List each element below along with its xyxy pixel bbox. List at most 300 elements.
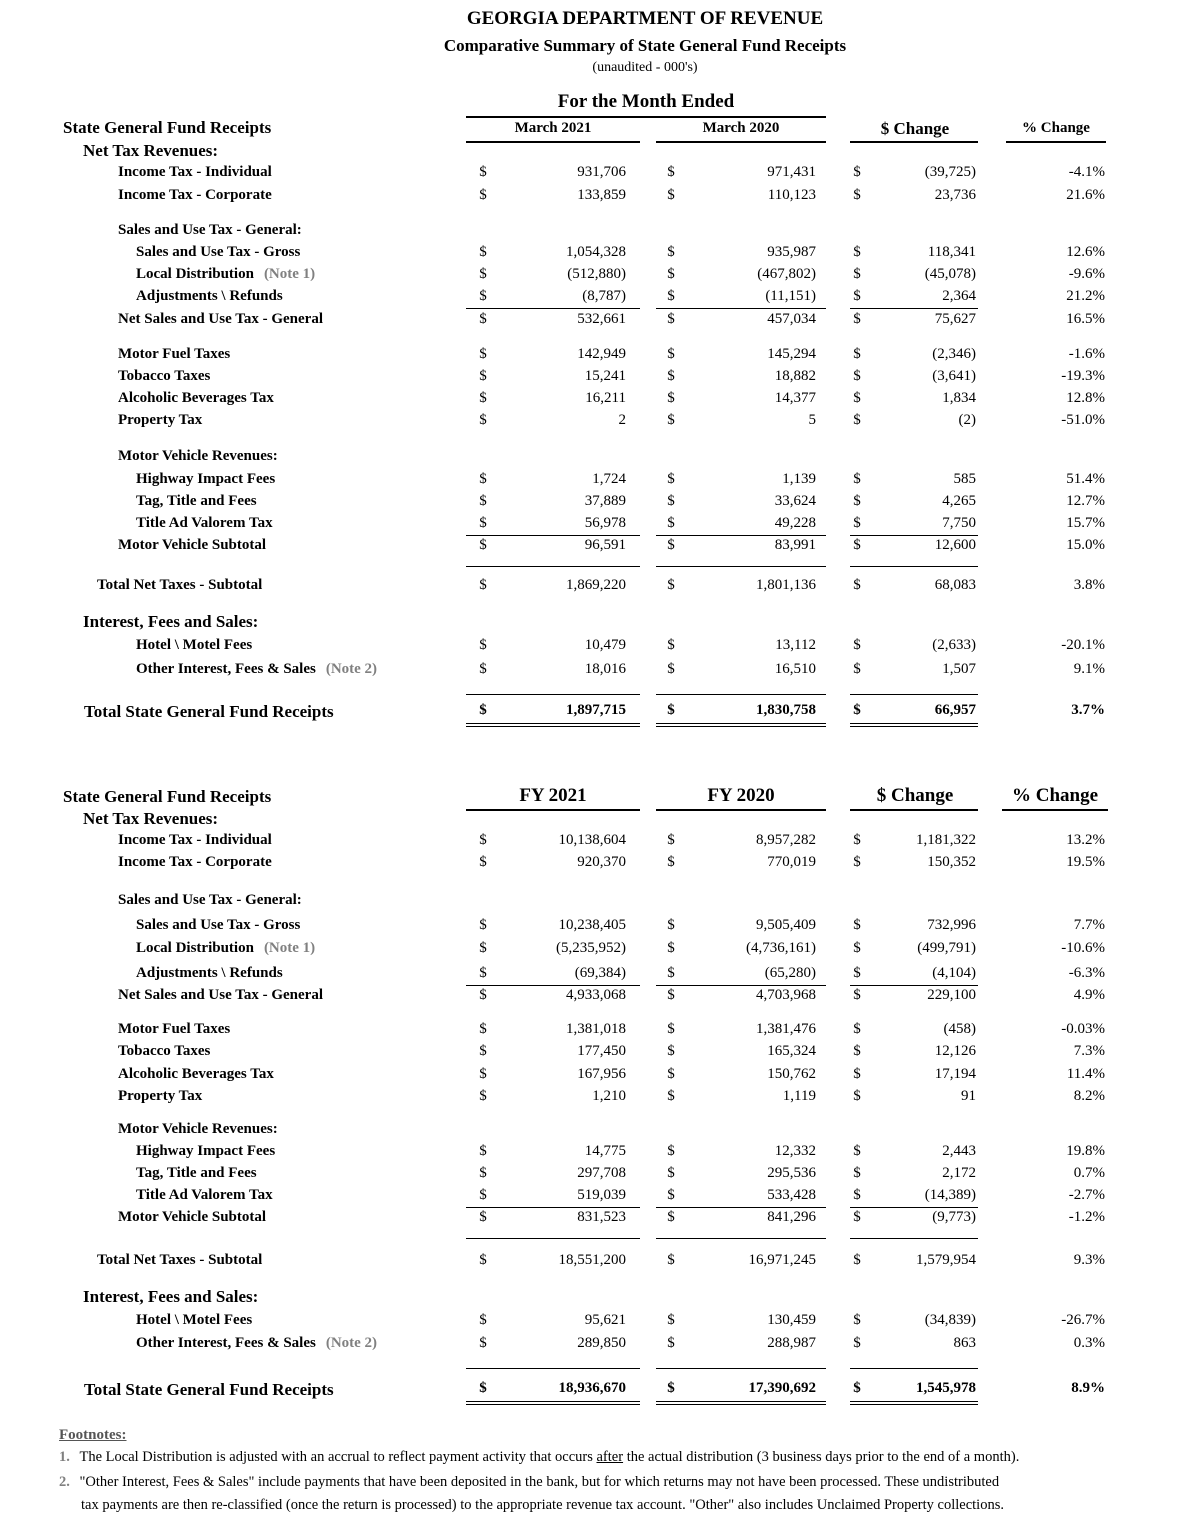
currency-symbol: $ [853,1143,861,1159]
row-label-text: Income Tax - Individual [118,832,272,848]
row-label-text: Interest, Fees and Sales: [83,1287,259,1306]
subtotal-rule [850,985,978,986]
row-label-text: Net Sales and Use Tax - General [118,311,324,327]
table-row [0,1209,1180,1229]
row-label [136,1143,275,1160]
dollar-change: 68,083 [934,577,976,593]
col-rule [850,141,978,143]
row-label-text: Interest, Fees and Sales: [83,612,259,631]
currency-symbol: $ [667,1252,675,1268]
row-label-text: Tobacco Taxes [118,1043,211,1059]
section-rule [656,1368,826,1369]
current-value: 167,956 [577,1066,626,1082]
row-label [83,612,258,632]
footnote-1-emphasis: after [596,1449,624,1465]
table-row [0,637,1180,657]
currency-symbol: $ [667,244,675,260]
row-label [136,266,315,283]
percent-change: -0.03% [1061,1021,1105,1037]
current-value: 920,370 [577,854,626,870]
currency-symbol: $ [479,1312,487,1328]
subtotal-rule [850,1207,978,1208]
total-double-rule [656,723,826,727]
prior-value: 1,139 [782,471,816,487]
currency-symbol: $ [479,368,487,384]
percent-change: 19.8% [1066,1143,1105,1159]
row-label [136,471,275,488]
currency-symbol: $ [853,471,861,487]
current-value: 142,949 [577,346,626,362]
currency-symbol: $ [667,702,675,718]
row-label-text: Property Tax [118,1088,203,1104]
dollar-change: 7,750 [942,515,976,531]
currency-symbol: $ [667,1043,675,1059]
section-rule [466,1238,640,1239]
row-label [118,311,323,328]
currency-symbol: $ [479,515,487,531]
currency-symbol: $ [667,832,675,848]
row-label [136,493,257,510]
current-value: 2 [618,412,626,428]
currency-symbol: $ [479,1252,487,1268]
dollar-change: (9,773) [932,1209,976,1225]
currency-symbol: $ [667,1143,675,1159]
row-label-text: Sales and Use Tax - General: [118,892,302,908]
currency-symbol: $ [667,965,675,981]
prior-value: 935,987 [767,244,816,260]
subtotal-rule [656,535,826,536]
current-value: 18,016 [584,661,626,677]
table-row [0,661,1180,681]
row-label [118,537,266,554]
currency-symbol: $ [479,987,487,1003]
currency-symbol: $ [667,1165,675,1181]
row-label-text: Sales and Use Tax - Gross [136,244,301,260]
prior-value: 18,882 [774,368,816,384]
table-row [0,244,1180,264]
current-value: 10,138,604 [558,832,626,848]
row-label-text: Tag, Title and Fees [136,1165,257,1181]
col-rule [656,809,826,811]
row-label-text: Local Distribution [136,940,254,956]
dollar-change: (14,389) [924,1187,976,1203]
row-label-text: Hotel \ Motel Fees [136,1312,253,1328]
currency-symbol: $ [479,493,487,509]
footnote-1-text-a: The Local Distribution is adjusted with an accrual to reflect payment activity that occurs [79,1449,597,1465]
dollar-change: 1,579,954 [916,1252,976,1268]
footnote-2-line-1: "Other Interest, Fees & Sales" include payments that have been deposited in the bank, but for which returns may not have been processed. These undistributed [79,1474,1000,1490]
dollar-change: 1,834 [942,390,976,406]
prior-value: (4,736,161) [746,940,816,956]
subtotal-rule [466,535,640,536]
prior-value: 1,119 [782,1088,816,1104]
row-label [118,1066,274,1083]
dollar-change: 17,194 [934,1066,976,1082]
row-label [97,577,262,594]
row-label-text: Motor Vehicle Subtotal [118,537,267,553]
percent-change: 9.1% [1073,661,1105,677]
dollar-change: 1,181,322 [916,832,976,848]
section-rule [850,694,978,695]
month-col-pct-change: % Change [1022,120,1090,136]
footnote-1-text-b: the actual distribution (3 business days prior to the end of a month). [623,1449,1020,1465]
report-subtitle: Comparative Summary of State General Fund Receipts [443,36,847,55]
currency-symbol: $ [667,1088,675,1104]
currency-symbol: $ [853,412,861,428]
footnote-1 [59,1449,1019,1466]
table-row [0,266,1180,286]
table-row [0,346,1180,366]
col-rule [656,141,826,143]
current-value: 10,238,405 [558,917,626,933]
total-double-rule [466,1401,640,1405]
note-reference: (Note 2) [325,1335,378,1351]
current-value: 1,897,715 [566,702,626,718]
currency-symbol: $ [853,637,861,653]
subtotal-rule [466,985,640,986]
currency-symbol: $ [853,854,861,870]
row-label-text: Motor Fuel Taxes [118,1021,231,1037]
subtotal-rule [466,1207,640,1208]
currency-symbol: $ [853,187,861,203]
row-label-text: Motor Vehicle Revenues: [118,1121,278,1137]
percent-change: 19.5% [1066,854,1105,870]
section-rule [656,1238,826,1239]
row-label [136,1187,273,1204]
dollar-change: 66,957 [934,702,976,718]
row-label [136,244,300,261]
row-label [136,940,315,957]
currency-symbol: $ [479,412,487,428]
row-label-text: Adjustments \ Refunds [136,288,283,304]
currency-symbol: $ [667,515,675,531]
current-value: 18,551,200 [558,1252,626,1268]
dollar-change: 229,100 [927,987,976,1003]
prior-value: (11,151) [765,288,816,304]
percent-change: 11.4% [1066,1066,1105,1082]
note-reference: (Note 1) [263,266,316,282]
table-row [0,917,1180,937]
currency-symbol: $ [667,368,675,384]
total-double-rule [656,1401,826,1405]
fy-section-title: State General Fund Receipts [63,787,272,806]
prior-value: 13,112 [775,637,816,653]
footnote-2 [59,1474,999,1491]
currency-symbol: $ [667,1312,675,1328]
row-label [118,854,272,871]
fy-col-current: FY 2021 [519,785,587,806]
group-heading [0,612,1180,632]
row-label [136,1312,252,1329]
dollar-change: 150,352 [927,854,976,870]
current-value: 56,978 [584,515,626,531]
row-label-text: Adjustments \ Refunds [136,965,283,981]
row-label [118,1088,202,1105]
currency-symbol: $ [667,1335,675,1351]
group-heading [0,1121,1180,1141]
table-row [0,1043,1180,1063]
row-label-text: Hotel \ Motel Fees [136,637,253,653]
percent-change: -20.1% [1061,637,1105,653]
prior-value: 33,624 [774,493,816,509]
row-label [136,637,252,654]
table-row [0,515,1180,535]
row-label [118,368,210,385]
currency-symbol: $ [667,661,675,677]
row-label [118,1121,278,1138]
current-value: (69,384) [574,965,626,981]
prior-value: 288,987 [767,1335,816,1351]
month-section-title: State General Fund Receipts [63,118,272,137]
prior-value: 533,428 [767,1187,816,1203]
row-label-text: Title Ad Valorem Tax [136,515,273,531]
section-rule [850,1368,978,1369]
table-row [0,1021,1180,1041]
col-rule [1006,141,1106,143]
current-value: (512,880) [567,266,626,282]
currency-symbol: $ [667,187,675,203]
prior-value: 971,431 [767,164,816,180]
table-row [0,965,1180,985]
footnote-2-line-2: tax payments are then re-classified (once the return is processed) to the appropriate revenue tax account. "Other" also includes Unclaimed Property collections. [81,1497,1004,1513]
currency-symbol: $ [479,1380,487,1396]
currency-symbol: $ [667,471,675,487]
prior-value: 1,801,136 [756,577,816,593]
prior-value: 12,332 [774,1143,816,1159]
currency-symbol: $ [479,637,487,653]
row-label [118,448,278,465]
percent-change: 12.6% [1066,244,1105,260]
dollar-change: 1,507 [942,661,976,677]
row-label [118,390,274,407]
dollar-change: 12,600 [934,537,976,553]
currency-symbol: $ [479,832,487,848]
row-label [118,987,323,1004]
percent-change: -10.6% [1061,940,1105,956]
table-row [0,577,1180,597]
table-row [0,1380,1180,1400]
prior-value: 1,830,758 [756,702,816,718]
currency-symbol: $ [853,164,861,180]
dollar-change: (4,104) [932,965,976,981]
currency-symbol: $ [667,987,675,1003]
percent-change: -6.3% [1068,965,1105,981]
table-row [0,940,1180,960]
month-period-title: For the Month Ended [557,91,735,112]
current-value: 16,211 [585,390,626,406]
subtotal-rule [656,985,826,986]
currency-symbol: $ [667,1066,675,1082]
group-heading [0,1287,1180,1307]
row-label-text: Other Interest, Fees & Sales [136,661,316,677]
table-row [0,537,1180,557]
currency-symbol: $ [479,537,487,553]
currency-symbol: $ [853,965,861,981]
footnote-1-number: 1. [59,1449,70,1465]
currency-symbol: $ [667,346,675,362]
row-label-text: Total State General Fund Receipts [84,1380,334,1399]
currency-symbol: $ [853,1066,861,1082]
currency-symbol: $ [479,1165,487,1181]
month-col-prior: March 2020 [702,120,780,136]
dollar-change: 23,736 [934,187,976,203]
currency-symbol: $ [479,1021,487,1037]
section-rule [656,566,826,567]
row-label [118,1021,230,1038]
currency-symbol: $ [667,1380,675,1396]
section-rule [850,566,978,567]
group-heading [0,222,1180,242]
row-label-text: Sales and Use Tax - Gross [136,917,301,933]
row-label [136,1165,257,1182]
fy-col-prior: FY 2020 [707,785,775,806]
col-rule [850,809,978,811]
dollar-change: 2,443 [942,1143,976,1159]
dollar-change: (2,346) [932,346,976,362]
percent-change: 21.6% [1066,187,1105,203]
currency-symbol: $ [853,661,861,677]
currency-symbol: $ [667,390,675,406]
prior-value: (65,280) [764,965,816,981]
row-label [136,515,273,532]
percent-change: -26.7% [1061,1312,1105,1328]
currency-symbol: $ [667,577,675,593]
row-label-text: Other Interest, Fees & Sales [136,1335,316,1351]
current-value: 1,381,018 [566,1021,626,1037]
prior-value: 8,957,282 [756,832,816,848]
table-row [0,1335,1180,1355]
table-row [0,164,1180,184]
currency-symbol: $ [479,311,487,327]
current-value: 297,708 [577,1165,626,1181]
row-label [118,346,230,363]
currency-symbol: $ [479,917,487,933]
row-label-text: Total Net Taxes - Subtotal [97,1252,263,1268]
currency-symbol: $ [853,515,861,531]
row-label-text: Highway Impact Fees [136,471,276,487]
table-row [0,187,1180,207]
currency-symbol: $ [853,1380,861,1396]
currency-symbol: $ [479,1143,487,1159]
row-label [118,412,202,429]
currency-symbol: $ [853,266,861,282]
currency-symbol: $ [479,702,487,718]
currency-symbol: $ [853,390,861,406]
percent-change: -1.6% [1068,346,1105,362]
table-row [0,1187,1180,1207]
row-label-text: Motor Fuel Taxes [118,346,231,362]
current-value: 15,241 [584,368,626,384]
table-row [0,702,1180,722]
currency-symbol: $ [853,1209,861,1225]
percent-change: 51.4% [1066,471,1105,487]
currency-symbol: $ [667,917,675,933]
table-row [0,368,1180,388]
group-heading [0,892,1180,912]
prior-value: 110,123 [767,187,816,203]
current-value: 10,479 [584,637,626,653]
percent-change: 0.3% [1073,1335,1105,1351]
percent-change: -4.1% [1068,164,1105,180]
table-row [0,832,1180,852]
dollar-change: 732,996 [927,917,976,933]
prior-value: 16,971,245 [748,1252,816,1268]
currency-symbol: $ [853,346,861,362]
section-rule [466,566,640,567]
percent-change: 9.3% [1073,1252,1105,1268]
current-value: 177,450 [577,1043,626,1059]
currency-symbol: $ [853,1165,861,1181]
section-rule [466,1368,640,1369]
row-label [118,892,302,909]
prior-value: 841,296 [767,1209,816,1225]
currency-symbol: $ [853,987,861,1003]
percent-change: 8.9% [1071,1380,1105,1396]
currency-symbol: $ [853,493,861,509]
dollar-change: 118,341 [927,244,976,260]
row-label [118,1043,210,1060]
dollar-change: 4,265 [942,493,976,509]
currency-symbol: $ [479,244,487,260]
section-rule [850,1238,978,1239]
currency-symbol: $ [479,1043,487,1059]
percent-change: 16.5% [1066,311,1105,327]
footnote-2-number: 2. [59,1474,70,1490]
footnotes-title: Footnotes: [59,1427,127,1443]
dollar-change: (34,839) [924,1312,976,1328]
row-label-text: Motor Vehicle Revenues: [118,448,278,464]
subtotal-rule [656,1207,826,1208]
dollar-change: 2,172 [942,1165,976,1181]
row-label [118,222,302,239]
row-label-text: Total Net Taxes - Subtotal [97,577,263,593]
currency-symbol: $ [667,288,675,304]
table-row [0,1165,1180,1185]
row-label-text: Income Tax - Corporate [118,854,272,870]
row-label [118,187,272,204]
dollar-change: (458) [943,1021,976,1037]
percent-change: 8.2% [1073,1088,1105,1104]
row-label-text: Income Tax - Individual [118,164,272,180]
currency-symbol: $ [853,244,861,260]
subtotal-rule [466,308,640,309]
dollar-change: 2,364 [942,288,976,304]
currency-symbol: $ [667,1021,675,1037]
dollar-change: (3,641) [932,368,976,384]
row-label-text: Highway Impact Fees [136,1143,276,1159]
percent-change: 0.7% [1073,1165,1105,1181]
dollar-change: 12,126 [934,1043,976,1059]
section-rule [656,694,826,695]
percent-change: 15.7% [1066,515,1105,531]
prior-value: 770,019 [767,854,816,870]
row-label-text: Local Distribution [136,266,254,282]
current-value: 1,054,328 [566,244,626,260]
current-value: 289,850 [577,1335,626,1351]
dollar-change: (39,725) [924,164,976,180]
table-row [0,1252,1180,1272]
current-value: 96,591 [584,537,626,553]
dollar-change: 75,627 [934,311,976,327]
current-value: 4,933,068 [566,987,626,1003]
percent-change: 15.0% [1066,537,1105,553]
currency-symbol: $ [479,965,487,981]
row-label [136,965,283,982]
currency-symbol: $ [479,346,487,362]
currency-symbol: $ [479,1209,487,1225]
currency-symbol: $ [667,1187,675,1203]
table-row [0,471,1180,491]
